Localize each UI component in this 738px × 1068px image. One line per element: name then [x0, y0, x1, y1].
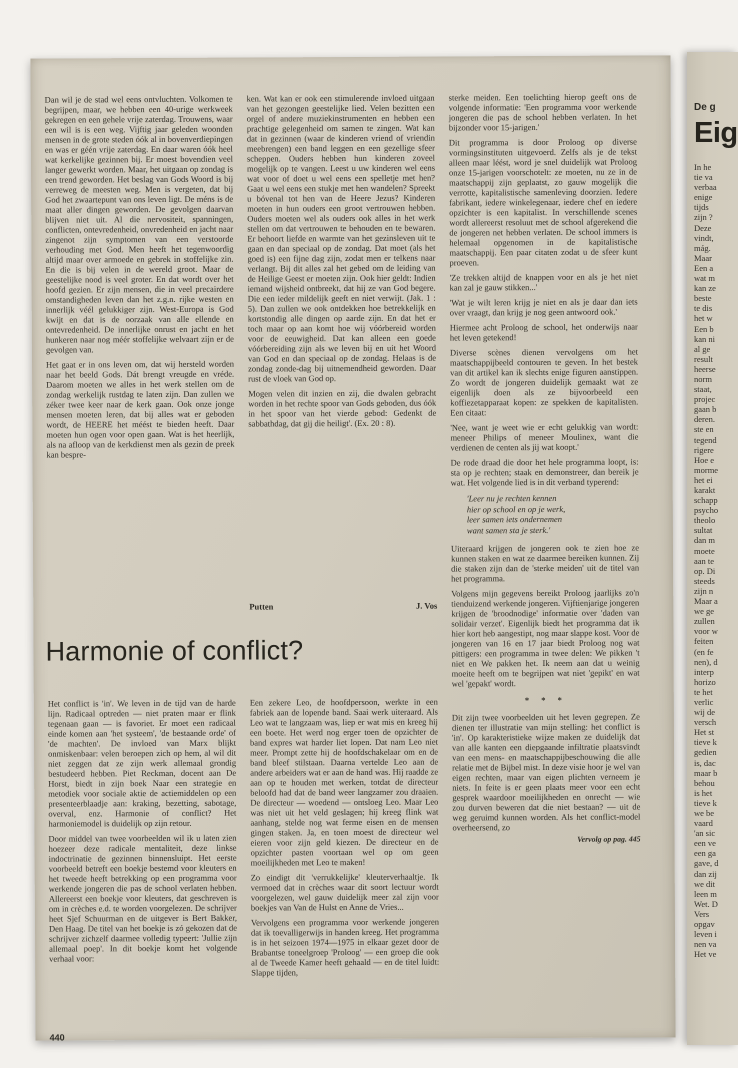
continuation-note: Vervolg op pag. 445 [577, 834, 641, 844]
next-page-heading: Eig [694, 117, 738, 149]
article-zondag-column-1: Dan wil je de stad wel eens ontvluchten. Volkomen te begrijpen, maar, we hebben een 40-urige werkweek gekregen en een gehele vrije zaterdag. Trouwens, waar een wil is is een weg. Vijftig jaar geleden woonden mensen in de grote steden óók al in bovenverdiepingen en was er géén vrije zaterdag. En daar waren óók heel wat kerkelijke gezinnen bij. Er moest bovendien veel langer gewerkt worden. Maar, het uitgaan op zondag is een trend geworden. Het beslag van Gods Woord is bij verreweg de meesten weg. Men is vergeten, dat bij God het zwaartepunt van ons leven ligt. De méns is de maat aller dingen geworden. De gevolgen daarvan blijven niet uit. Al die nervositeit, spanningen, conflicten, ontevredenheid, onvredenheid en jacht naar zingenot zijn symptomen van een verstoorde verhouding met God. Men heeft het tegenwoordig altijd maar over armoede en gebrek in stoffelijke zin. En die is bij velen in de wereld groot. Maar de geestelijke nood is veel groter. En dat wordt over het hoofd gezien. Er zijn mensen, die in veel precairdere omstandigheden leven dan het z.g.n. rijke westen en innerlijk véél gelukkiger zijn. West-Europa is God kwijt en dat is de oorzaak van alle ellende en ontevredenheid. De innerlijke onrust en jacht en het hunkeren naar nog méér stoffelijke welvaart zijn er de gevolgen van. Het gaat er in ons leven om, dat wij hersteld worden naar het beeld Gods. Dát brengt vreugde en vréde. Daarom moeten we alles in het werk stellen om de zondag werkelijk rustdag te laten zijn. Dan zullen we zéker twee keer naar de kerk gaan. Ook onze jonge mensen moeten leren, dat bij alles wat er geboden wordt, de HEERE het méést te bieden heeft. Daar moeten hun ogen voor open gaan. Wat is het heerlijk, als na afloop van de kerkdienst men als gezin de preek kan bespre- [44, 93, 235, 460]
song-quote: 'Leer nu je rechten kennen hier op school en op je werk, leer samen iets ondernemen want samen sta je sterk.' [466, 492, 566, 535]
signature-author: J. Vos [416, 600, 438, 611]
next-page-edge [687, 52, 738, 1045]
article-conflict-column-2: Een zekere Leo, de hoofdpersoon, werkte in een fabriek aan de lopende band. Saai werk uiteraard. Als Leo wat te langzaam was, liep er wat mis en kreeg hij een boete. Het werd nog erger toen de opzichter de band expres wat harder liet lopen. Dat nam Leo niet meer. Prompt zette hij de hoofdschakelaar om en de band bleef stilstaan. Daarna vertelde Leo aan de andere arbeiders wat er aan de hand was. Hij raadde ze aan op te houden met werken, totdat de directeur beloofd had dat de band weer langzamer zou draaien. De directeur — woedend — ontsloeg Leo. Maar Leo was niet uit het veld geslagen; hij kreeg flink wat aanhang, stelde nog wat ferme eisen en de mensen gingen staken. Ja, en toen moest de directeur wel eieren voor zijn geld kiezen. De directeur en de opzichter pasten voortaan wel op om geen moeilijkheden met Leo te maken! Zo eindigt dit 'verrukkelijke' kleuterverhaaltje. Ik vermoed dat in crèches waar dit soort lectuur wordt voorgelezen, wel gauw duidelijk meer zal zijn voor boekjes van Van de Hulst en Anne de Vries... Vervolgens een programma voor werkende jongeren dat ik toevalligerwijs in handen kreeg. Het programma is in het seizoen 1974—1975 in elkaar gezet door de Brabantse toneelgroep 'Proloog' — een groep die ook al de Tweede Kamer heeft gehaald — en de titel luidt: Slappe tijden, [249, 696, 440, 978]
next-page-text-fragments: In he tie va verbaa enige tijds zijn ? Deze vindt, mág. Maar Een a wat m kan ze beste te dis het w Een b kan ni al ge result heerse norm staat, projec gaan b deren. ste en tegend rigere Hoe e morme het ei karakt schapp psycho theolo sultat dan m moete aan te op. Di steeds zijn n Maar a we ge zullen voor w feiten (en fe nen), d interp horizo te het verlic wij de versch Het st tieve k gedien is, dac maar b behou is het tieve k we be vaard 'an sic een ve een ga gave, d dan zij we dit leen m Wet. D Vers opgav leven i nen va Het ve [694, 162, 719, 960]
signature-place: Putten [249, 601, 274, 612]
article-heading: Harmonie of conflict? [45, 635, 304, 667]
article-conflict-column-3 [449, 92, 642, 1023]
next-page-kicker: De g [694, 102, 716, 113]
magazine-page [30, 55, 675, 1043]
page-number: 440 [49, 1032, 65, 1043]
column-3-text-middle: Uiteraard krijgen de jongeren ook te zien hoe ze kunnen staken en wat ze daarmee bereiken kunnen. Zij die staken zijn dan de 'sterke meiden' uit de titel van het programma. Volgens mijn gegevens bereikt Proloog jaarlijks zo'n tienduizend werkende jongeren. Vijftienjarige jongeren krijgen de 'broodnodige' informatie over 'daden van solidair verzet'. Eigenlijk biedt het programma dat ik hier kort heb aangestipt, nog maar slappe kost. Voor de jongeren van 16 en 17 jaar biedt Proloog nog wat pittigers: een programma in twee delen: We pikken 't niet en We pakken het. Ik neem aan dat u weinig moeite heeft om te begrijpen wat niet 'gepikt' en wat wel 'gepakt' wordt. [450, 542, 640, 689]
column-3-text-bottom: Dit zijn twee voorbeelden uit het leven gegrepen. Ze dienen ter illustratie van mijn stelling: het conflict is 'in'. Op karakteristieke wijze maken ze duidelijk dat van alle kanten een diepgaande infiltratie plaatsvindt van een mens- en maatschappijbeschouwing die alle relatie met de Bijbel mist. In deze visie hoor je wel van eigen rechten, maar van eigen plichten verneem je niets. In feite is er geen plaats meer voor een echt gesprek waardoor moeilijkheden en onrecht — wie zou durven beweren dat die niet bestaan? — uit de weg geruimd kunnen worden. Als het conflict-model overheersend, zo [451, 711, 641, 833]
section-separator: * * * [524, 694, 567, 706]
column-3-text-top: sterke meiden. Een toelichting hierop geeft ons de volgende informatie: 'Een programma voor werkende jongeren die pas de school hebben verlaten. In het bijzonder voor 15-jarigen.' Dit programma is door Proloog op diverse vormingsinstituten uitgevoerd. Zelfs als je de tekst alleen maar léést, word je snel duidelijk wat Proloog onze 15-jarigen voorschotelt: ze moeten, nu ze in de maatschappij zijn geplaatst, zo gauw mogelijk die verrotte, kapitalistische samenleving doorzien. Iedere fabrikant, iedere winkelegenaar, iedere chef en iedere opzichter is een kapitalist. In verschillende scenes wordt allereerst resoluut met de school afgerekend die de jongeren net hebben verlaten. De school immers is helemaal opgenomen in de kapitalistische maatschappij. Een paar citaten zodat u de sfeer kunt proeven. 'Ze trekken altijd de knappen voor en als je het niet kan zal je gauw stikken...' 'Wat je wilt leren krijg je niet en als je daar dan iets over vraagt, dan krijg je nog geen antwoord ook.' Hiermee acht Proloog de school, het onderwijs naar het leven getekend! Diverse scènes dienen vervolgens om het maatschappijbeeld contouren te geven. In het bestek van dit artikel kan ik slechts enige figuren aanstippen. Zo wordt de jongeren duidelijk gemaakt wat ze eigenlijk doen als ze bijvoorbeeld een koffiezetapparaat kopen: ze spekken de kapitalisten. Een citaat: 'Nee, want je weet wie er echt gelukkig van wordt: meneer Philips of meneer Moulinex, want die verdienen de centen als jij wat koopt.' De rode draad die door het hele programma loopt, is: sta op je rechten; staak en demonstreer, dan bereik je wat. Het volgende lied is in dit verband typerend: [448, 91, 639, 488]
article-zondag-column-2: ken. Wat kan er ook een stimulerende invloed uitgaan van het gezongen geestelijke lied. Velen bezitten een orgel of andere muziekinstrumenten en hebben een prachtige gelegenheid om samen te zingen. Wat kan dat in gezinnen (waar de kinderen vriend of vriendin meebrengen) een band leggen en een gezellige sfeer scheppen. Ouders hebben hun kinderen zoveel mogelijk op te vangen. Leest u uw kinderen wel eens wat voor of doet u wel eens een spelletje met hen? Gaat u wel eens een stukje met hen wandelen? Spreekt u bóvenal tot hen van de Heere Jezus? Kinderen moeten in hun ouders een groot vertrouwen hebben. Ouders moeten wel als ouders ook alles in het werk stellen om dat vertrouwen te behouden en te bewaren. Er behoort liefde en warmte van het gezinsleven uit te gaan en dan speciaal op de zondag. Dat moet (als het goed is) een fijne dag zijn, zodat men er telkens naar verlangt. Bij dit alles zal het gebed om de leiding van de Heilige Geest er moeten zijn. Ook hier geldt: Indien iemand wijsheid ontbreekt, dat hij ze van God begere. Die een ieder mildelijk geeft en niet verwijt. (Jak. 1 : 5). Dan zullen we ook ontdekken hoe betrekkelijk en kortstondig alle dingen op aarde zijn. En dat het er toch maar op aan komt hoe wij vóórbereid worden voor de eeuwigheid. Dat kan alleen een goede vóórbereiding zijn als we leven bij en uit het Woord van God en dan speciaal op de zondag. Helaas is de zondag zonde-dag bij uitnemendheid geworden. Daar rust de vloek van God op. Mogen velen dit inzien en zij, die dwalen gebracht worden in het rechte spoor van Gods geboden, dus óók in het spoor van het vierde gebod: Gedenkt de sabbathdag, dat gij die heiligt'. (Ex. 20 : 8). [246, 92, 437, 429]
article-signature [249, 601, 437, 612]
article-conflict-column-1: Het conflict is 'in'. We leven in de tijd van de harde lijn. Radicaal optreden — niet praten maar er flink tegenaan gaan — is favoriet. Er moet een radicaal einde komen aan 'het systeem', 'de bestaande orde' of 'de machten'. De invloed van Marx blijkt onmiskenbaar: velen beroepen zich op hem, al wil dit niet zeggen dat ze zijn werk allemaal grondig bestudeerd hebben. Piet Reckman, docent aan De Horst, biedt in zijn boek Naar een strategie en metodiek voor sociale aktie de actiemiddelen op een presenteerblaadje aan: kraking, bezetting, sabotage, overval, enz. Harmonie of conflict? Het harmoniemodel is duidelijk op zijn retour. Door middel van twee voorbeelden wil ik u laten zien hoezeer deze radicale mentaliteit, deze linkse indoctrinatie de gezinnen binnensluipt. Het eerste voorbeeld betreft een boekje bestemd voor kleuters en het tweede heeft betrekking op een programma voor werkende jongeren die pas de school verlaten hebben. Allereerst een boekje voor kleuters, dat geschreven is om in crèches e.d. te worden voorgelezen. De schrijver heet Sjef Schuurman en de uitgever is Bert Bakker, Den Haag. De titel van het boekje is zó gekozen dat de schrijver zichzelf daarmee volledig typeert: 'Jullie zijn allemaal poep'. In dit boekje komt het volgende verhaal voor: [47, 697, 238, 964]
